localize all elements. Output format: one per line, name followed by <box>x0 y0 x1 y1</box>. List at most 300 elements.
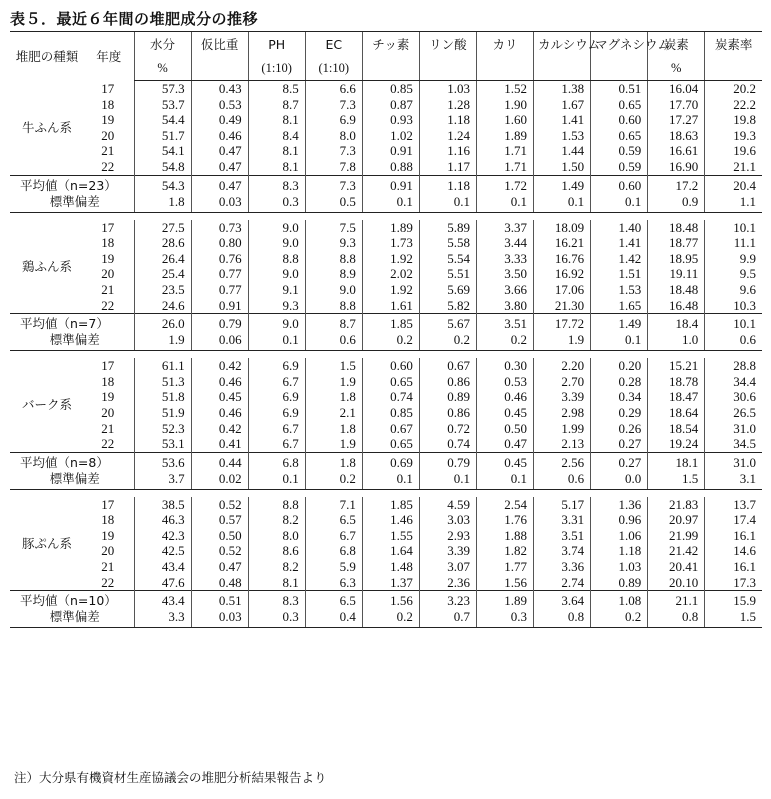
year-cell: 21 <box>101 559 115 575</box>
value-cell: 15.21 <box>648 358 705 374</box>
value-cell: 1.48 <box>362 559 419 575</box>
footnote: 注）大分県有機資材生産協議会の堆肥分析結果報告より <box>14 770 327 785</box>
value-cell: 9.0 <box>248 266 305 282</box>
value-cell: 1.18 <box>419 112 476 128</box>
value-cell: 21.42 <box>648 543 705 559</box>
average-value: 1.85 <box>362 314 419 333</box>
value-cell: 0.89 <box>419 389 476 405</box>
value-cell: 0.45 <box>476 405 533 421</box>
value-cell: 2.93 <box>419 528 476 544</box>
value-cell: 54.1 <box>134 143 191 159</box>
stddev-value: 0.6 <box>534 471 591 490</box>
value-cell: 18.09 <box>534 220 591 236</box>
table-row <box>10 358 762 374</box>
value-cell: 6.3 <box>305 575 362 591</box>
value-cell: 31.0 <box>705 421 762 437</box>
value-cell: 2.20 <box>534 358 591 374</box>
value-cell: 1.28 <box>419 97 476 113</box>
value-cell: 6.9 <box>305 112 362 128</box>
value-cell: 21.99 <box>648 528 705 544</box>
value-cell: 0.74 <box>419 436 476 452</box>
average-value: 6.5 <box>305 591 362 610</box>
year-cell: 20 <box>101 127 115 143</box>
average-value: 17.72 <box>534 314 591 333</box>
value-cell: 3.33 <box>476 251 533 267</box>
table-row <box>10 374 762 390</box>
average-value: 0.79 <box>191 314 248 333</box>
value-cell: 1.44 <box>534 143 591 159</box>
value-cell: 0.65 <box>362 374 419 390</box>
column-header: カルシウム <box>534 32 591 57</box>
value-cell: 2.1 <box>305 405 362 421</box>
value-cell: 1.8 <box>305 389 362 405</box>
value-cell: 34.4 <box>705 374 762 390</box>
value-cell: 53.1 <box>134 436 191 452</box>
average-value: 0.51 <box>191 591 248 610</box>
value-cell: 0.46 <box>476 389 533 405</box>
value-cell: 20.41 <box>648 559 705 575</box>
value-cell: 2.98 <box>534 405 591 421</box>
value-cell: 16.1 <box>705 528 762 544</box>
value-cell: 0.30 <box>476 358 533 374</box>
average-value: 1.49 <box>534 175 591 194</box>
average-value: 6.8 <box>248 452 305 471</box>
value-cell: 0.57 <box>191 512 248 528</box>
value-cell: 3.80 <box>476 298 533 314</box>
value-cell: 1.71 <box>476 159 533 175</box>
value-cell: 1.92 <box>362 282 419 298</box>
value-cell: 3.03 <box>419 512 476 528</box>
column-header: EC <box>305 32 362 57</box>
table-row <box>10 282 762 298</box>
value-cell: 8.1 <box>248 159 305 175</box>
value-cell: 0.67 <box>419 358 476 374</box>
value-cell: 22.2 <box>705 97 762 113</box>
value-cell: 0.45 <box>191 389 248 405</box>
value-cell: 25.4 <box>134 266 191 282</box>
value-cell: 20.2 <box>705 81 762 97</box>
average-value: 1.49 <box>591 314 648 333</box>
value-cell: 8.1 <box>248 112 305 128</box>
table-row <box>10 159 762 175</box>
stddev-value: 0.1 <box>362 471 419 490</box>
stddev-value: 0.03 <box>191 609 248 628</box>
value-cell: 16.61 <box>648 143 705 159</box>
value-cell: 54.4 <box>134 112 191 128</box>
average-value: 26.0 <box>134 314 191 333</box>
value-cell: 2.54 <box>476 497 533 513</box>
value-cell: 2.36 <box>419 575 476 591</box>
average-label: 平均値（n=23） <box>10 175 134 194</box>
value-cell: 0.46 <box>191 374 248 390</box>
value-cell: 20.97 <box>648 512 705 528</box>
value-cell: 8.4 <box>248 128 305 144</box>
value-cell: 0.26 <box>591 421 648 437</box>
value-cell: 0.20 <box>591 358 648 374</box>
value-cell: 51.7 <box>134 128 191 144</box>
value-cell: 7.8 <box>305 159 362 175</box>
value-cell: 6.5 <box>305 512 362 528</box>
value-cell: 30.6 <box>705 389 762 405</box>
stddev-value: 0.2 <box>362 609 419 628</box>
value-cell: 5.17 <box>534 497 591 513</box>
year-cell: 21 <box>101 281 115 297</box>
value-cell: 3.74 <box>534 543 591 559</box>
value-cell: 1.03 <box>419 81 476 97</box>
value-cell: 1.24 <box>419 128 476 144</box>
stddev-value: 0.3 <box>248 609 305 628</box>
value-cell: 1.56 <box>476 575 533 591</box>
value-cell: 51.9 <box>134 405 191 421</box>
value-cell: 18.64 <box>648 405 705 421</box>
value-cell: 1.90 <box>476 97 533 113</box>
value-cell: 1.46 <box>362 512 419 528</box>
compost-type-label: 牛ふん系 <box>21 119 72 135</box>
value-cell: 5.9 <box>305 559 362 575</box>
value-cell: 0.76 <box>191 251 248 267</box>
value-cell: 1.16 <box>419 143 476 159</box>
value-cell: 1.51 <box>591 266 648 282</box>
value-cell: 0.42 <box>191 421 248 437</box>
group-spacer <box>10 212 762 220</box>
value-cell: 0.67 <box>362 421 419 437</box>
value-cell: 3.50 <box>476 266 533 282</box>
value-cell: 18.54 <box>648 421 705 437</box>
value-cell: 17.3 <box>705 575 762 591</box>
value-cell: 5.51 <box>419 266 476 282</box>
value-cell: 6.7 <box>248 374 305 390</box>
group-spacer <box>10 489 762 497</box>
average-value: 43.4 <box>134 591 191 610</box>
stddev-value: 0.1 <box>362 194 419 213</box>
value-cell: 1.36 <box>591 497 648 513</box>
average-value: 54.3 <box>134 175 191 194</box>
table-title: 表５．最近６年間の堆肥成分の推移 <box>10 10 259 28</box>
value-cell: 5.69 <box>419 282 476 298</box>
column-header: 仮比重 <box>191 32 248 57</box>
value-cell: 1.17 <box>419 159 476 175</box>
value-cell: 10.1 <box>705 220 762 236</box>
value-cell: 21.83 <box>648 497 705 513</box>
average-value: 7.3 <box>305 175 362 194</box>
stddev-value: 0.02 <box>191 471 248 490</box>
average-value: 21.1 <box>648 591 705 610</box>
value-cell: 1.52 <box>476 81 533 97</box>
value-cell: 9.0 <box>305 282 362 298</box>
value-cell: 8.7 <box>248 97 305 113</box>
group-spacer <box>10 351 762 359</box>
stddev-value: 0.5 <box>305 194 362 213</box>
value-cell: 0.46 <box>191 405 248 421</box>
value-cell: 1.03 <box>591 559 648 575</box>
value-cell: 0.93 <box>362 112 419 128</box>
value-cell: 1.64 <box>362 543 419 559</box>
spacer-cell <box>10 212 762 220</box>
value-cell: 7.1 <box>305 497 362 513</box>
year-cell: 21 <box>101 420 115 436</box>
value-cell: 8.9 <box>305 266 362 282</box>
year-cell: 17 <box>101 219 115 235</box>
stddev-value: 0.3 <box>248 194 305 213</box>
stddev-value: 3.7 <box>134 471 191 490</box>
value-cell: 8.6 <box>248 543 305 559</box>
average-value: 9.0 <box>248 314 305 333</box>
stddev-value: 0.7 <box>419 609 476 628</box>
average-value: 0.60 <box>591 175 648 194</box>
stddev-value: 0.2 <box>362 332 419 351</box>
value-cell: 19.24 <box>648 436 705 452</box>
value-cell: 8.0 <box>305 128 362 144</box>
value-cell: 0.88 <box>362 159 419 175</box>
value-cell: 54.8 <box>134 159 191 175</box>
value-cell: 1.67 <box>534 97 591 113</box>
value-cell: 1.38 <box>534 81 591 97</box>
average-value: 18.1 <box>648 452 705 471</box>
stddev-value: 0.1 <box>248 332 305 351</box>
column-unit: % <box>134 56 191 81</box>
year-cell: 17 <box>101 358 115 374</box>
value-cell: 1.9 <box>305 436 362 452</box>
average-value: 18.4 <box>648 314 705 333</box>
value-cell: 19.6 <box>705 143 762 159</box>
year-cell: 19 <box>101 389 115 405</box>
table-row <box>10 220 762 236</box>
value-cell: 0.85 <box>362 405 419 421</box>
year-cell: 17 <box>101 80 115 96</box>
value-cell: 3.39 <box>419 543 476 559</box>
compost-type-label: 鶏ふん系 <box>21 258 72 274</box>
value-cell: 1.53 <box>591 282 648 298</box>
value-cell: 16.21 <box>534 235 591 251</box>
stddev-value: 0.1 <box>248 471 305 490</box>
stddev-label: 標準偏差 <box>10 471 134 490</box>
stddev-label: 標準偏差 <box>10 194 134 213</box>
value-cell: 3.36 <box>534 559 591 575</box>
value-cell: 3.66 <box>476 282 533 298</box>
average-value: 1.18 <box>419 175 476 194</box>
value-cell: 1.76 <box>476 512 533 528</box>
stddev-value: 0.1 <box>591 194 648 213</box>
value-cell: 0.65 <box>591 97 648 113</box>
year-cell: 22 <box>101 574 115 590</box>
value-cell: 0.52 <box>191 543 248 559</box>
stddev-row <box>10 609 762 628</box>
stddev-value: 0.2 <box>591 609 648 628</box>
value-cell: 0.46 <box>191 128 248 144</box>
value-cell: 1.41 <box>591 235 648 251</box>
stddev-value: 0.2 <box>305 471 362 490</box>
value-cell: 18.77 <box>648 235 705 251</box>
stddev-value: 3.1 <box>705 471 762 490</box>
year-cell: 22 <box>101 436 115 452</box>
value-cell: 1.9 <box>305 374 362 390</box>
average-value: 0.69 <box>362 452 419 471</box>
compost-type-label: 豚ぷん系 <box>21 535 72 551</box>
column-unit <box>191 56 248 81</box>
value-cell: 8.2 <box>248 512 305 528</box>
value-cell: 0.43 <box>191 81 248 97</box>
value-cell: 26.5 <box>705 405 762 421</box>
value-cell: 0.49 <box>191 112 248 128</box>
value-cell: 9.3 <box>305 235 362 251</box>
value-cell: 0.27 <box>591 436 648 452</box>
value-cell: 0.29 <box>591 405 648 421</box>
year-cell: 19 <box>101 527 115 543</box>
stddev-value: 0.1 <box>534 194 591 213</box>
value-cell: 3.51 <box>534 528 591 544</box>
value-cell: 1.53 <box>534 128 591 144</box>
value-cell: 0.86 <box>419 405 476 421</box>
value-cell: 8.0 <box>248 528 305 544</box>
stddev-value: 1.5 <box>648 471 705 490</box>
value-cell: 8.5 <box>248 81 305 97</box>
stddev-value: 0.8 <box>534 609 591 628</box>
value-cell: 1.65 <box>591 298 648 314</box>
header-row <box>10 32 762 57</box>
year-cell: 20 <box>101 404 115 420</box>
value-cell: 14.6 <box>705 543 762 559</box>
value-cell: 23.5 <box>134 282 191 298</box>
value-cell: 0.52 <box>191 497 248 513</box>
year-cell: 19 <box>101 112 115 128</box>
table-row <box>10 528 762 544</box>
column-unit <box>419 56 476 81</box>
stddev-value: 0.8 <box>648 609 705 628</box>
value-cell: 19.8 <box>705 112 762 128</box>
average-value: 53.6 <box>134 452 191 471</box>
value-cell: 8.8 <box>248 251 305 267</box>
value-cell: 16.1 <box>705 559 762 575</box>
value-cell: 16.76 <box>534 251 591 267</box>
stddev-value: 1.0 <box>648 332 705 351</box>
value-cell: 0.59 <box>591 143 648 159</box>
column-unit: (1:10) <box>248 56 305 81</box>
value-cell: 9.9 <box>705 251 762 267</box>
average-value: 1.72 <box>476 175 533 194</box>
value-cell: 0.42 <box>191 358 248 374</box>
value-cell: 0.47 <box>191 143 248 159</box>
value-cell: 16.92 <box>534 266 591 282</box>
average-value: 20.4 <box>705 175 762 194</box>
stddev-value: 0.3 <box>476 609 533 628</box>
value-cell: 20.10 <box>648 575 705 591</box>
column-unit <box>362 56 419 81</box>
stddev-value: 0.6 <box>305 332 362 351</box>
table-row <box>10 436 762 452</box>
table-row <box>10 512 762 528</box>
value-cell: 9.1 <box>248 282 305 298</box>
value-cell: 16.90 <box>648 159 705 175</box>
year-cell: 18 <box>101 373 115 389</box>
value-cell: 0.87 <box>362 97 419 113</box>
value-cell: 0.89 <box>591 575 648 591</box>
value-cell: 0.96 <box>591 512 648 528</box>
average-value: 0.91 <box>362 175 419 194</box>
average-value: 10.1 <box>705 314 762 333</box>
value-cell: 1.42 <box>591 251 648 267</box>
value-cell: 18.95 <box>648 251 705 267</box>
value-cell: 1.8 <box>305 421 362 437</box>
compost-type-label: バーク系 <box>21 397 72 413</box>
column-header: リン酸 <box>419 32 476 57</box>
value-cell: 0.77 <box>191 266 248 282</box>
value-cell: 17.06 <box>534 282 591 298</box>
average-value: 31.0 <box>705 452 762 471</box>
value-cell: 1.41 <box>534 112 591 128</box>
column-header: マグネシウム <box>591 32 648 57</box>
value-cell: 1.88 <box>476 528 533 544</box>
table-row <box>10 97 762 113</box>
value-cell: 8.8 <box>248 497 305 513</box>
value-cell: 7.5 <box>305 220 362 236</box>
value-cell: 0.47 <box>476 436 533 452</box>
value-cell: 8.1 <box>248 143 305 159</box>
stddev-value: 0.1 <box>476 471 533 490</box>
value-cell: 61.1 <box>134 358 191 374</box>
value-cell: 3.39 <box>534 389 591 405</box>
value-cell: 1.50 <box>534 159 591 175</box>
average-value: 3.23 <box>419 591 476 610</box>
stddev-value: 0.06 <box>191 332 248 351</box>
average-value: 8.3 <box>248 591 305 610</box>
value-cell: 27.5 <box>134 220 191 236</box>
value-cell: 9.3 <box>248 298 305 314</box>
value-cell: 47.6 <box>134 575 191 591</box>
year-cell: 18 <box>101 512 115 528</box>
value-cell: 6.6 <box>305 81 362 97</box>
value-cell: 24.6 <box>134 298 191 314</box>
value-cell: 0.60 <box>591 112 648 128</box>
year-cell: 20 <box>101 543 115 559</box>
value-cell: 0.65 <box>362 436 419 452</box>
stddev-value: 0.9 <box>648 194 705 213</box>
table-row <box>10 112 762 128</box>
stddev-label: 標準偏差 <box>10 332 134 351</box>
spacer-cell <box>10 489 762 497</box>
value-cell: 28.8 <box>705 358 762 374</box>
table-row <box>10 266 762 282</box>
stddev-value: 1.1 <box>705 194 762 213</box>
table-row <box>10 543 762 559</box>
column-unit <box>705 56 762 81</box>
stddev-value: 3.3 <box>134 609 191 628</box>
value-cell: 6.7 <box>305 528 362 544</box>
value-cell: 18.63 <box>648 128 705 144</box>
column-header: PH <box>248 32 305 57</box>
value-cell: 0.50 <box>191 528 248 544</box>
average-value: 0.27 <box>591 452 648 471</box>
average-value: 3.64 <box>534 591 591 610</box>
average-value: 0.45 <box>476 452 533 471</box>
value-cell: 6.8 <box>305 543 362 559</box>
header-type: 堆肥の種類 <box>10 32 84 81</box>
stddev-row <box>10 471 762 490</box>
value-cell: 1.02 <box>362 128 419 144</box>
stddev-value: 1.5 <box>705 609 762 628</box>
spacer-cell <box>10 351 762 359</box>
year-cell: 18 <box>101 96 115 112</box>
stddev-row <box>10 332 762 351</box>
header-year: 年度 <box>84 32 134 81</box>
value-cell: 0.80 <box>191 235 248 251</box>
value-cell: 26.4 <box>134 251 191 267</box>
value-cell: 0.34 <box>591 389 648 405</box>
value-cell: 52.3 <box>134 421 191 437</box>
stddev-row <box>10 194 762 213</box>
value-cell: 9.5 <box>705 266 762 282</box>
average-row <box>10 175 762 194</box>
average-value: 17.2 <box>648 175 705 194</box>
